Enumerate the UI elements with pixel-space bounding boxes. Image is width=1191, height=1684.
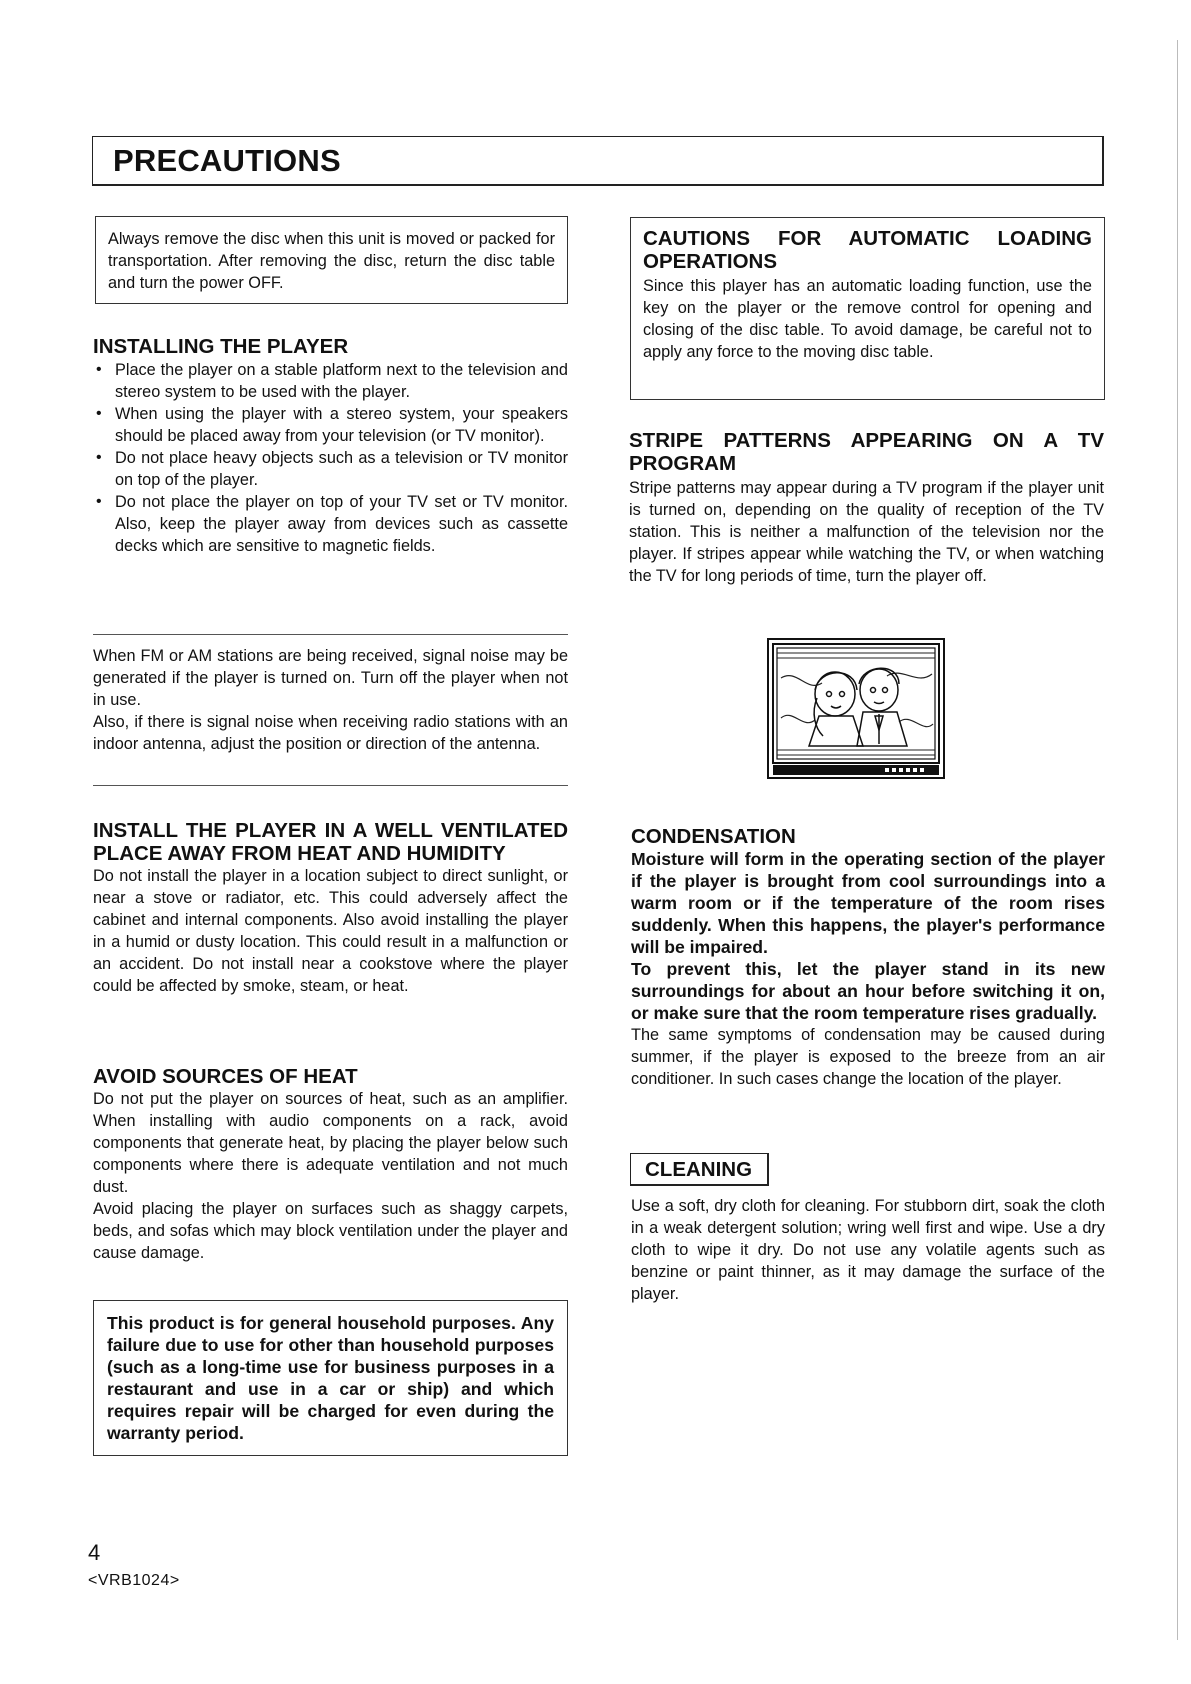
auto-loading-text: Since this player has an automatic loading function, use the key on the player or the remove control for opening and closing of the disc table. To avoid damage, be careful not to apply any force to the moving disc table. — [643, 277, 1092, 361]
radio-noise-p2: Also, if there is signal noise when receiving radio stations with an indoor antenna, adjust the position or direction of the antenna. — [93, 713, 568, 753]
tv-stripe-illustration — [767, 638, 945, 779]
list-item: • Do not place the player on top of your TV set or TV monitor. Also, keep the player away from devices such as cassette decks which are sensitive to magnetic fields. — [93, 491, 568, 557]
document-code: <VRB1024> — [88, 1572, 180, 1589]
radio-bottom-rule — [93, 785, 568, 786]
page-title: PRECAUTIONS — [113, 143, 341, 178]
radio-noise-section — [93, 645, 568, 755]
cleaning-heading: CLEANING — [645, 1158, 753, 1181]
transport-notice-box — [95, 216, 568, 304]
installing-heading: INSTALLING THE PLAYER — [93, 335, 349, 358]
ventilation-text: Do not install the player in a location subject to direct sunlight, or near a stove or radiator, etc. This could adversely affect the cabinet and internal components. Also avoid installing the player in a humid or dusty location. This could result in a malfunction or an accident. Do not install near a cookstove where the player could be affected by smoke, steam, or heat. — [93, 867, 568, 995]
heat-p1: Do not put the player on sources of heat, such as an amplifier. When installing with audio components on a rack, avoid components that generate heat, by placing the player below such components where there is adequate ventilation and not much dust. — [93, 1090, 568, 1196]
transport-notice-text: Always remove the disc when this unit is moved or packed for transportation. After removing the disc, return the disc table and turn the power OFF. — [108, 230, 555, 292]
page-number: 4 — [88, 1540, 101, 1565]
household-notice-box — [93, 1300, 568, 1456]
condensation-section — [631, 825, 1105, 1090]
page-edge-line — [1177, 40, 1178, 1640]
radio-noise-p1: When FM or AM stations are being received, signal noise may be generated if the player is turned on. Turn off the player when not in use. — [93, 647, 568, 709]
condensation-text: The same symptoms of condensation may be caused during summer, if the player is exposed to the breeze from an air conditioner. In such cases change the location of the player. — [631, 1026, 1105, 1088]
heat-section — [93, 1065, 568, 1264]
heat-p2: Avoid placing the player on surfaces such as shaggy carpets, beds, and sofas which may block ventilation under the player and cause damage. — [93, 1200, 568, 1262]
condensation-bold-p2: To prevent this, let the player stand in its new surroundings for about an hour before switching it on, or make sure that the room temperature rises gradually. — [631, 959, 1105, 1023]
title-box — [92, 136, 1104, 186]
stripe-text: Stripe patterns may appear during a TV program if the player unit is turned on, depending on the quality of reception of the TV station. This is neither a malfunction of the television nor the player. If stripes appear while watching the TV, or when watching the TV for long periods of time, turn the player off. — [629, 479, 1104, 585]
condensation-bold-p1: Moisture will form in the operating section of the player if the player is brought from cool surroundings into a warm room or if the temperature of the room rises suddenly. When this happens, the player's performance will be impaired. — [631, 849, 1105, 957]
condensation-heading: CONDENSATION — [631, 825, 796, 848]
ventilation-heading: INSTALL THE PLAYER IN A WELL VENTILATED PLACE AWAY FROM HEAT AND HUMIDITY — [93, 819, 568, 865]
installing-section — [93, 335, 568, 557]
cleaning-section — [631, 1195, 1105, 1305]
list-item: • When using the player with a stereo system, your speakers should be placed away from your television (or TV monitor). — [93, 403, 568, 447]
auto-loading-box — [630, 217, 1105, 400]
cleaning-text: Use a soft, dry cloth for cleaning. For stubborn dirt, soak the cloth in a weak detergent solution; wring well first and wipe. Use a dry cloth to wipe it dry. Do not use any volatile agents such as benzine or paint thinner, as it may damage the surface of the player. — [631, 1197, 1105, 1303]
list-item: • Do not place heavy objects such as a television or TV monitor on top of the player. — [93, 447, 568, 491]
stripe-section — [629, 429, 1104, 587]
auto-loading-heading: CAUTIONS FOR AUTOMATIC LOADING OPERATIONS — [643, 227, 1092, 273]
stripe-heading: STRIPE PATTERNS APPEARING ON A TV PROGRAM — [629, 429, 1104, 475]
installing-list — [93, 359, 568, 557]
heat-heading: AVOID SOURCES OF HEAT — [93, 1065, 358, 1088]
household-notice-text: This product is for general household purposes. Any failure due to use for other than household purposes (such as a long-time use for business purposes in a restaurant and use in a car or ship) and which requires repair will be charged for even during the warranty period. — [107, 1313, 554, 1443]
radio-top-rule — [93, 634, 568, 635]
cleaning-heading-box — [630, 1153, 769, 1186]
list-item: • Place the player on a stable platform next to the television and stereo system to be used with the player. — [93, 359, 568, 403]
ventilation-section — [93, 819, 568, 997]
